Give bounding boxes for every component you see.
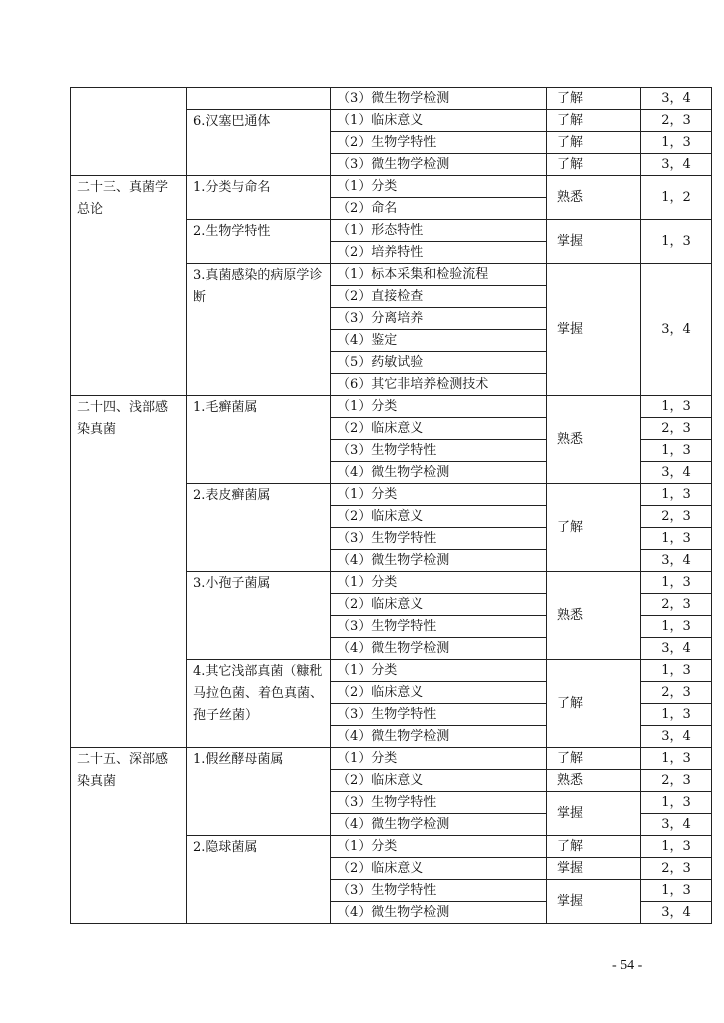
- content-cell: （1）临床意义: [331, 110, 547, 132]
- requirement-cell: 了解: [547, 836, 641, 858]
- content-cell: （1）分类: [331, 176, 547, 198]
- content-cell: （4）微生物学检测: [331, 462, 547, 484]
- unit-cell: 二十五、深部感染真菌: [71, 748, 187, 924]
- level-cell: 3，4: [641, 902, 712, 924]
- requirement-cell: 熟悉: [547, 770, 641, 792]
- level-cell: 3，4: [641, 88, 712, 110]
- requirement-cell: 掌握: [547, 858, 641, 880]
- level-cell: 1，3: [641, 880, 712, 902]
- requirement-cell: 了解: [547, 748, 641, 770]
- level-cell: 3，4: [641, 814, 712, 836]
- requirement-cell: 掌握: [547, 880, 641, 924]
- unit-cell: 二十三、真菌学总论: [71, 176, 187, 396]
- topic-cell: 3.真菌感染的病原学诊断: [187, 264, 331, 396]
- page-number: - 54 -: [612, 958, 643, 973]
- level-cell: 3，4: [641, 462, 712, 484]
- syllabus-table: [70, 87, 712, 924]
- topic-cell: 3.小孢子菌属: [187, 572, 331, 660]
- table-row: [71, 396, 712, 418]
- content-cell: （2）临床意义: [331, 594, 547, 616]
- level-cell: 1，3: [641, 396, 712, 418]
- content-cell: （1）形态特性: [331, 220, 547, 242]
- level-cell: 2，3: [641, 770, 712, 792]
- topic-cell: 2.生物学特性: [187, 220, 331, 264]
- topic-cell: 2.隐球菌属: [187, 836, 331, 924]
- requirement-cell: 熟悉: [547, 572, 641, 660]
- level-cell: 1，3: [641, 704, 712, 726]
- content-cell: （2）临床意义: [331, 506, 547, 528]
- requirement-cell: 了解: [547, 660, 641, 748]
- content-cell: （4）鉴定: [331, 330, 547, 352]
- requirement-cell: 熟悉: [547, 176, 641, 220]
- level-cell: 1，3: [641, 660, 712, 682]
- level-cell: 3，4: [641, 550, 712, 572]
- content-cell: （6）其它非培养检测技术: [331, 374, 547, 396]
- requirement-cell: 了解: [547, 484, 641, 572]
- unit-cell: [71, 88, 187, 176]
- level-cell: 1，3: [641, 792, 712, 814]
- level-cell: 1，3: [641, 528, 712, 550]
- requirement-cell: 了解: [547, 154, 641, 176]
- level-cell: 2，3: [641, 506, 712, 528]
- topic-cell: 2.表皮癣菌属: [187, 484, 331, 572]
- unit-cell: 二十四、浅部感染真菌: [71, 396, 187, 748]
- content-cell: （3）生物学特性: [331, 616, 547, 638]
- level-cell: 1，3: [641, 484, 712, 506]
- level-cell: 3，4: [641, 264, 712, 396]
- topic-cell: 1.假丝酵母菌属: [187, 748, 331, 836]
- level-cell: 2，3: [641, 110, 712, 132]
- content-cell: （4）微生物学检测: [331, 638, 547, 660]
- level-cell: 2，3: [641, 858, 712, 880]
- content-cell: （3）微生物学检测: [331, 88, 547, 110]
- content-cell: （2）命名: [331, 198, 547, 220]
- level-cell: 1，3: [641, 748, 712, 770]
- table-row: [71, 88, 712, 110]
- requirement-cell: 熟悉: [547, 396, 641, 484]
- content-cell: （1）分类: [331, 396, 547, 418]
- topic-cell: 6.汉塞巴通体: [187, 110, 331, 176]
- requirement-cell: 了解: [547, 88, 641, 110]
- requirement-cell: 了解: [547, 132, 641, 154]
- content-cell: （4）微生物学检测: [331, 814, 547, 836]
- content-cell: （2）临床意义: [331, 682, 547, 704]
- level-cell: 2，3: [641, 594, 712, 616]
- content-cell: （3）生物学特性: [331, 704, 547, 726]
- content-cell: （4）微生物学检测: [331, 902, 547, 924]
- topic-cell: 4.其它浅部真菌（糠秕马拉色菌、着色真菌、孢子丝菌）: [187, 660, 331, 748]
- requirement-cell: 了解: [547, 110, 641, 132]
- level-cell: 1，3: [641, 440, 712, 462]
- content-cell: （3）生物学特性: [331, 440, 547, 462]
- requirement-cell: 掌握: [547, 792, 641, 836]
- level-cell: 2，3: [641, 682, 712, 704]
- content-cell: （2）临床意义: [331, 418, 547, 440]
- content-cell: （3）微生物学检测: [331, 154, 547, 176]
- requirement-cell: 掌握: [547, 220, 641, 264]
- level-cell: 3，4: [641, 638, 712, 660]
- table-row: [71, 748, 712, 770]
- topic-cell: 1.毛癣菌属: [187, 396, 331, 484]
- level-cell: 3，4: [641, 154, 712, 176]
- content-cell: （3）分离培养: [331, 308, 547, 330]
- content-cell: （4）微生物学检测: [331, 550, 547, 572]
- content-cell: （3）生物学特性: [331, 880, 547, 902]
- content-cell: （2）临床意义: [331, 770, 547, 792]
- content-cell: （4）微生物学检测: [331, 726, 547, 748]
- content-cell: （1）分类: [331, 748, 547, 770]
- level-cell: 1，2: [641, 176, 712, 220]
- content-cell: （3）生物学特性: [331, 792, 547, 814]
- level-cell: 1，3: [641, 132, 712, 154]
- topic-cell: [187, 88, 331, 110]
- requirement-cell: 掌握: [547, 264, 641, 396]
- level-cell: 1，3: [641, 616, 712, 638]
- content-cell: （3）生物学特性: [331, 528, 547, 550]
- content-cell: （1）分类: [331, 484, 547, 506]
- level-cell: 1，3: [641, 836, 712, 858]
- level-cell: 1，3: [641, 572, 712, 594]
- content-cell: （5）药敏试验: [331, 352, 547, 374]
- content-cell: （1）分类: [331, 572, 547, 594]
- content-cell: （1）分类: [331, 660, 547, 682]
- content-cell: （2）培养特性: [331, 242, 547, 264]
- content-cell: （2）生物学特性: [331, 132, 547, 154]
- level-cell: 2，3: [641, 418, 712, 440]
- level-cell: 3，4: [641, 726, 712, 748]
- table-row: [71, 176, 712, 198]
- content-cell: （1）标本采集和检验流程: [331, 264, 547, 286]
- content-cell: （1）分类: [331, 836, 547, 858]
- topic-cell: 1.分类与命名: [187, 176, 331, 220]
- content-cell: （2）直接检查: [331, 286, 547, 308]
- level-cell: 1，3: [641, 220, 712, 264]
- content-cell: （2）临床意义: [331, 858, 547, 880]
